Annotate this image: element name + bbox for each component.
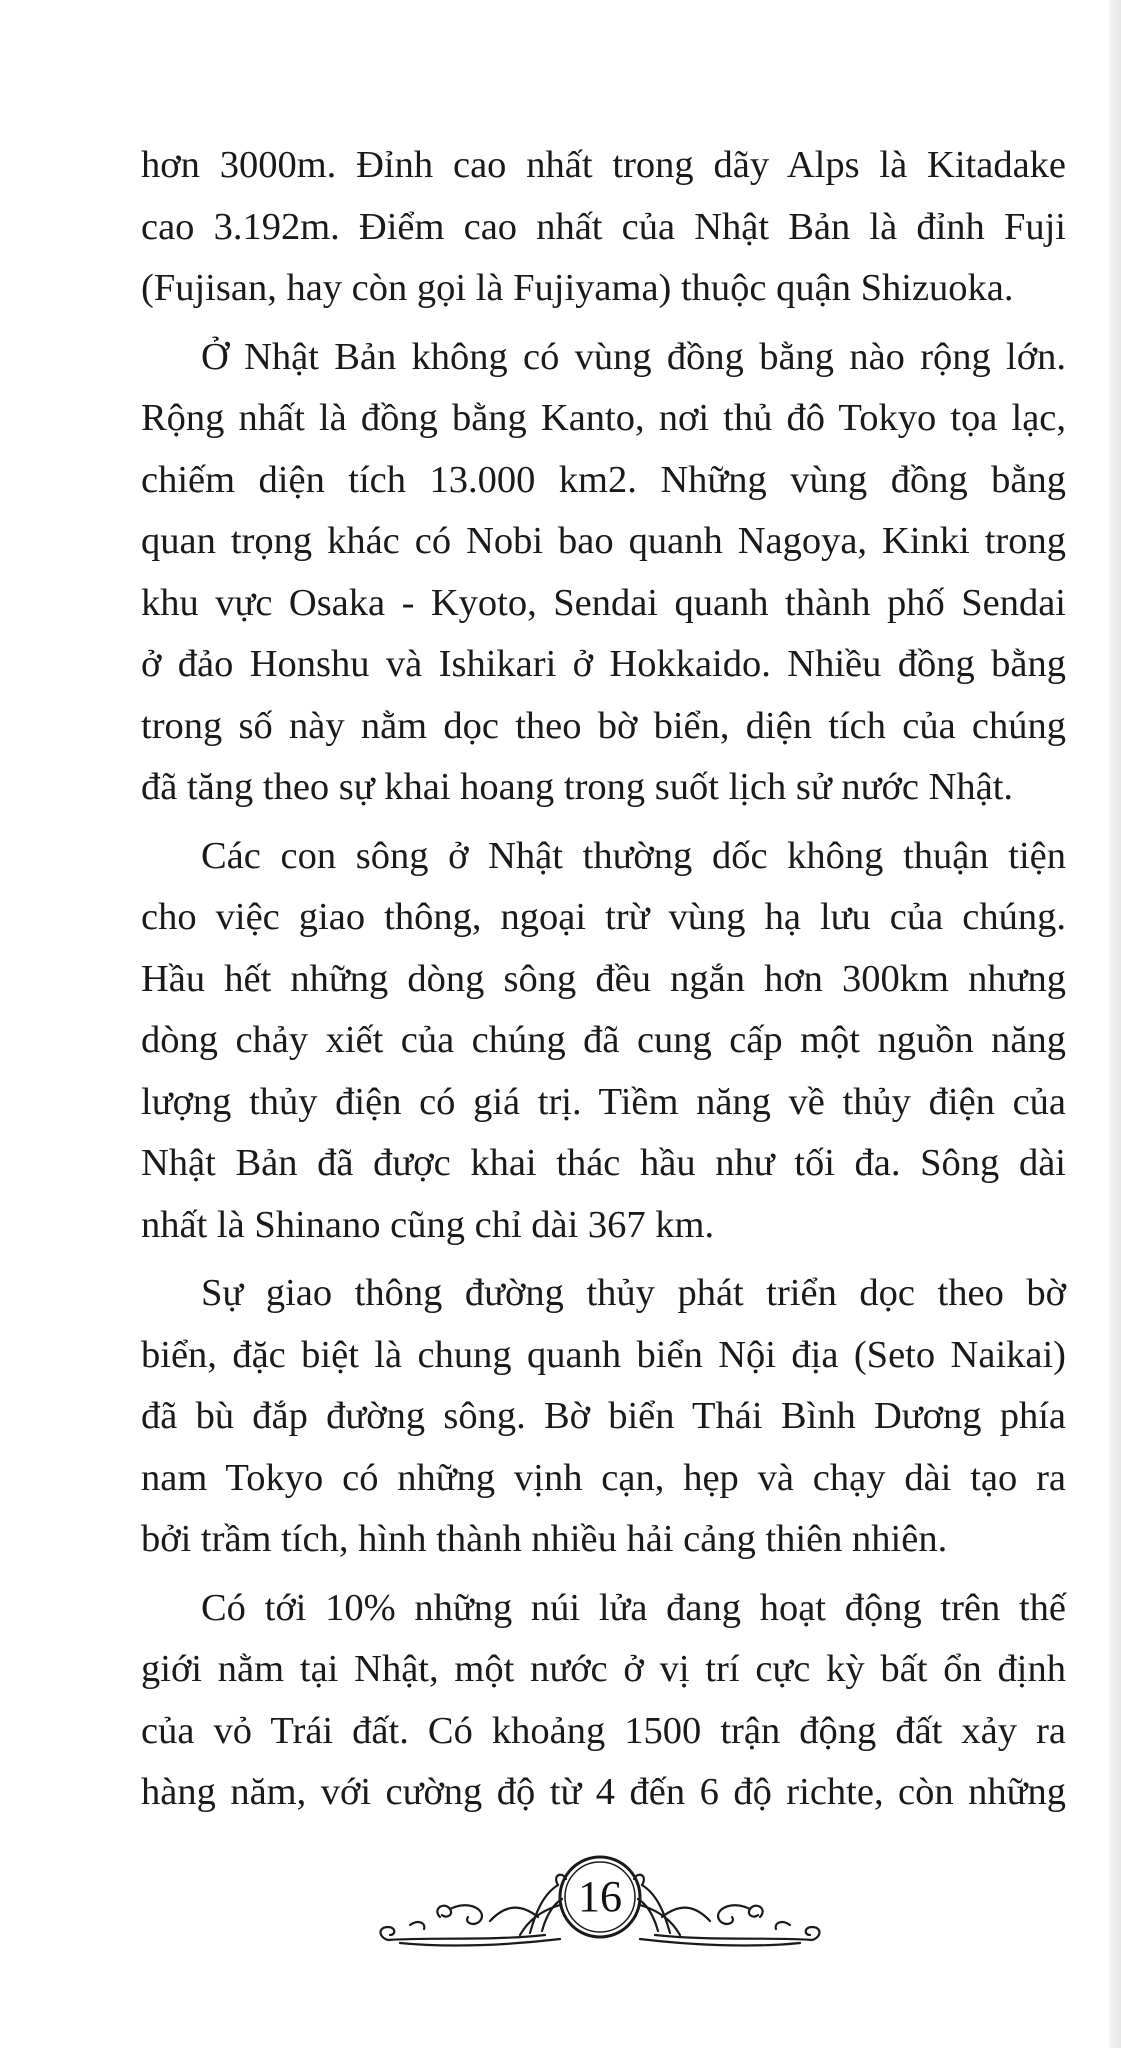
text-line: khu vực Osaka - Kyoto, Sendai quanh thành phố Sendai (141, 581, 1066, 624)
text-line: hơn 3000m. Đỉnh cao nhất trong dãy Alps là Kitadake (141, 144, 1066, 186)
text-line: biển, đặc biệt là chung quanh biển Nội địa (Seto Naikai) (141, 1333, 1066, 1376)
paragraph-gap (141, 1571, 1066, 1578)
text-line: Các con sông ở Nhật thường dốc không thuận tiện (201, 834, 1066, 877)
text-line: giới nằm tại Nhật, một nước ở vị trí cực kỳ bất ổn định (141, 1648, 1066, 1690)
text-line: ở đảo Honshu và Ishikari ở Hokkaido. Nhiều đồng bằng (141, 643, 1066, 685)
paragraph-gap (141, 320, 1066, 327)
text-line: lượng thủy điện có giá trị. Tiềm năng về thủy điện của (141, 1080, 1066, 1123)
page-edge-shadow (1109, 0, 1121, 2048)
text-line: chiếm diện tích 13.000 km2. Những vùng đồng bằng (141, 458, 1066, 501)
page-body-text (141, 135, 1066, 1824)
paragraph-gap (141, 819, 1066, 826)
text-line: (Fujisan, hay còn gọi là Fujiyama) thuộc quận Shizuoka. (141, 267, 1014, 309)
text-line: cho việc giao thông, ngoại trừ vùng hạ lưu của chúng. (141, 896, 1066, 938)
text-line: Nhật Bản đã được khai thác hầu như tối đa. Sông dài (141, 1142, 1066, 1184)
text-line: Rộng nhất là đồng bằng Kanto, nơi thủ đô Tokyo tọa lạc, (141, 397, 1066, 439)
text-line: nhất là Shinano cũng chỉ dài 367 km. (141, 1203, 715, 1246)
text-line: Hầu hết những dòng sông đều ngắn hơn 300km nhưng (141, 957, 1066, 1000)
text-line: bởi trầm tích, hình thành nhiều hải cảng thiên nhiên. (141, 1518, 948, 1560)
text-line: đã bù đắp đường sông. Bờ biển Thái Bình Dương phía (141, 1395, 1066, 1437)
page-number: 16 (578, 1872, 622, 1921)
text-line: hàng năm, với cường độ từ 4 đến 6 độ richte, còn những (141, 1771, 1066, 1813)
text-line: dòng chảy xiết của chúng đã cung cấp một nguồn năng (141, 1019, 1066, 1061)
text-line: nam Tokyo có những vịnh cạn, hẹp và chạy dài tạo ra (141, 1456, 1066, 1499)
text-line: quan trọng khác có Nobi bao quanh Nagoya, Kinki trong (141, 520, 1066, 562)
text-line: của vỏ Trái đất. Có khoảng 1500 trận động đất xảy ra (141, 1709, 1066, 1752)
text-line: cao 3.192m. Điểm cao nhất của Nhật Bản là đỉnh Fuji (141, 205, 1066, 248)
text-line: Có tới 10% những núi lửa đang hoạt động trên thế (201, 1586, 1066, 1629)
text-line: trong số này nằm dọc theo bờ biển, diện tích của chúng (141, 704, 1066, 747)
text-line: Sự giao thông đường thủy phát triển dọc theo bờ (201, 1272, 1066, 1314)
page-footer (370, 1845, 830, 1955)
paragraph-gap (141, 1256, 1066, 1263)
text-line: Ở Nhật Bản không có vùng đồng bằng nào rộng lớn. (201, 335, 1066, 378)
text-line: đã tăng theo sự khai hoang trong suốt lịch sử nước Nhật. (141, 766, 1014, 808)
